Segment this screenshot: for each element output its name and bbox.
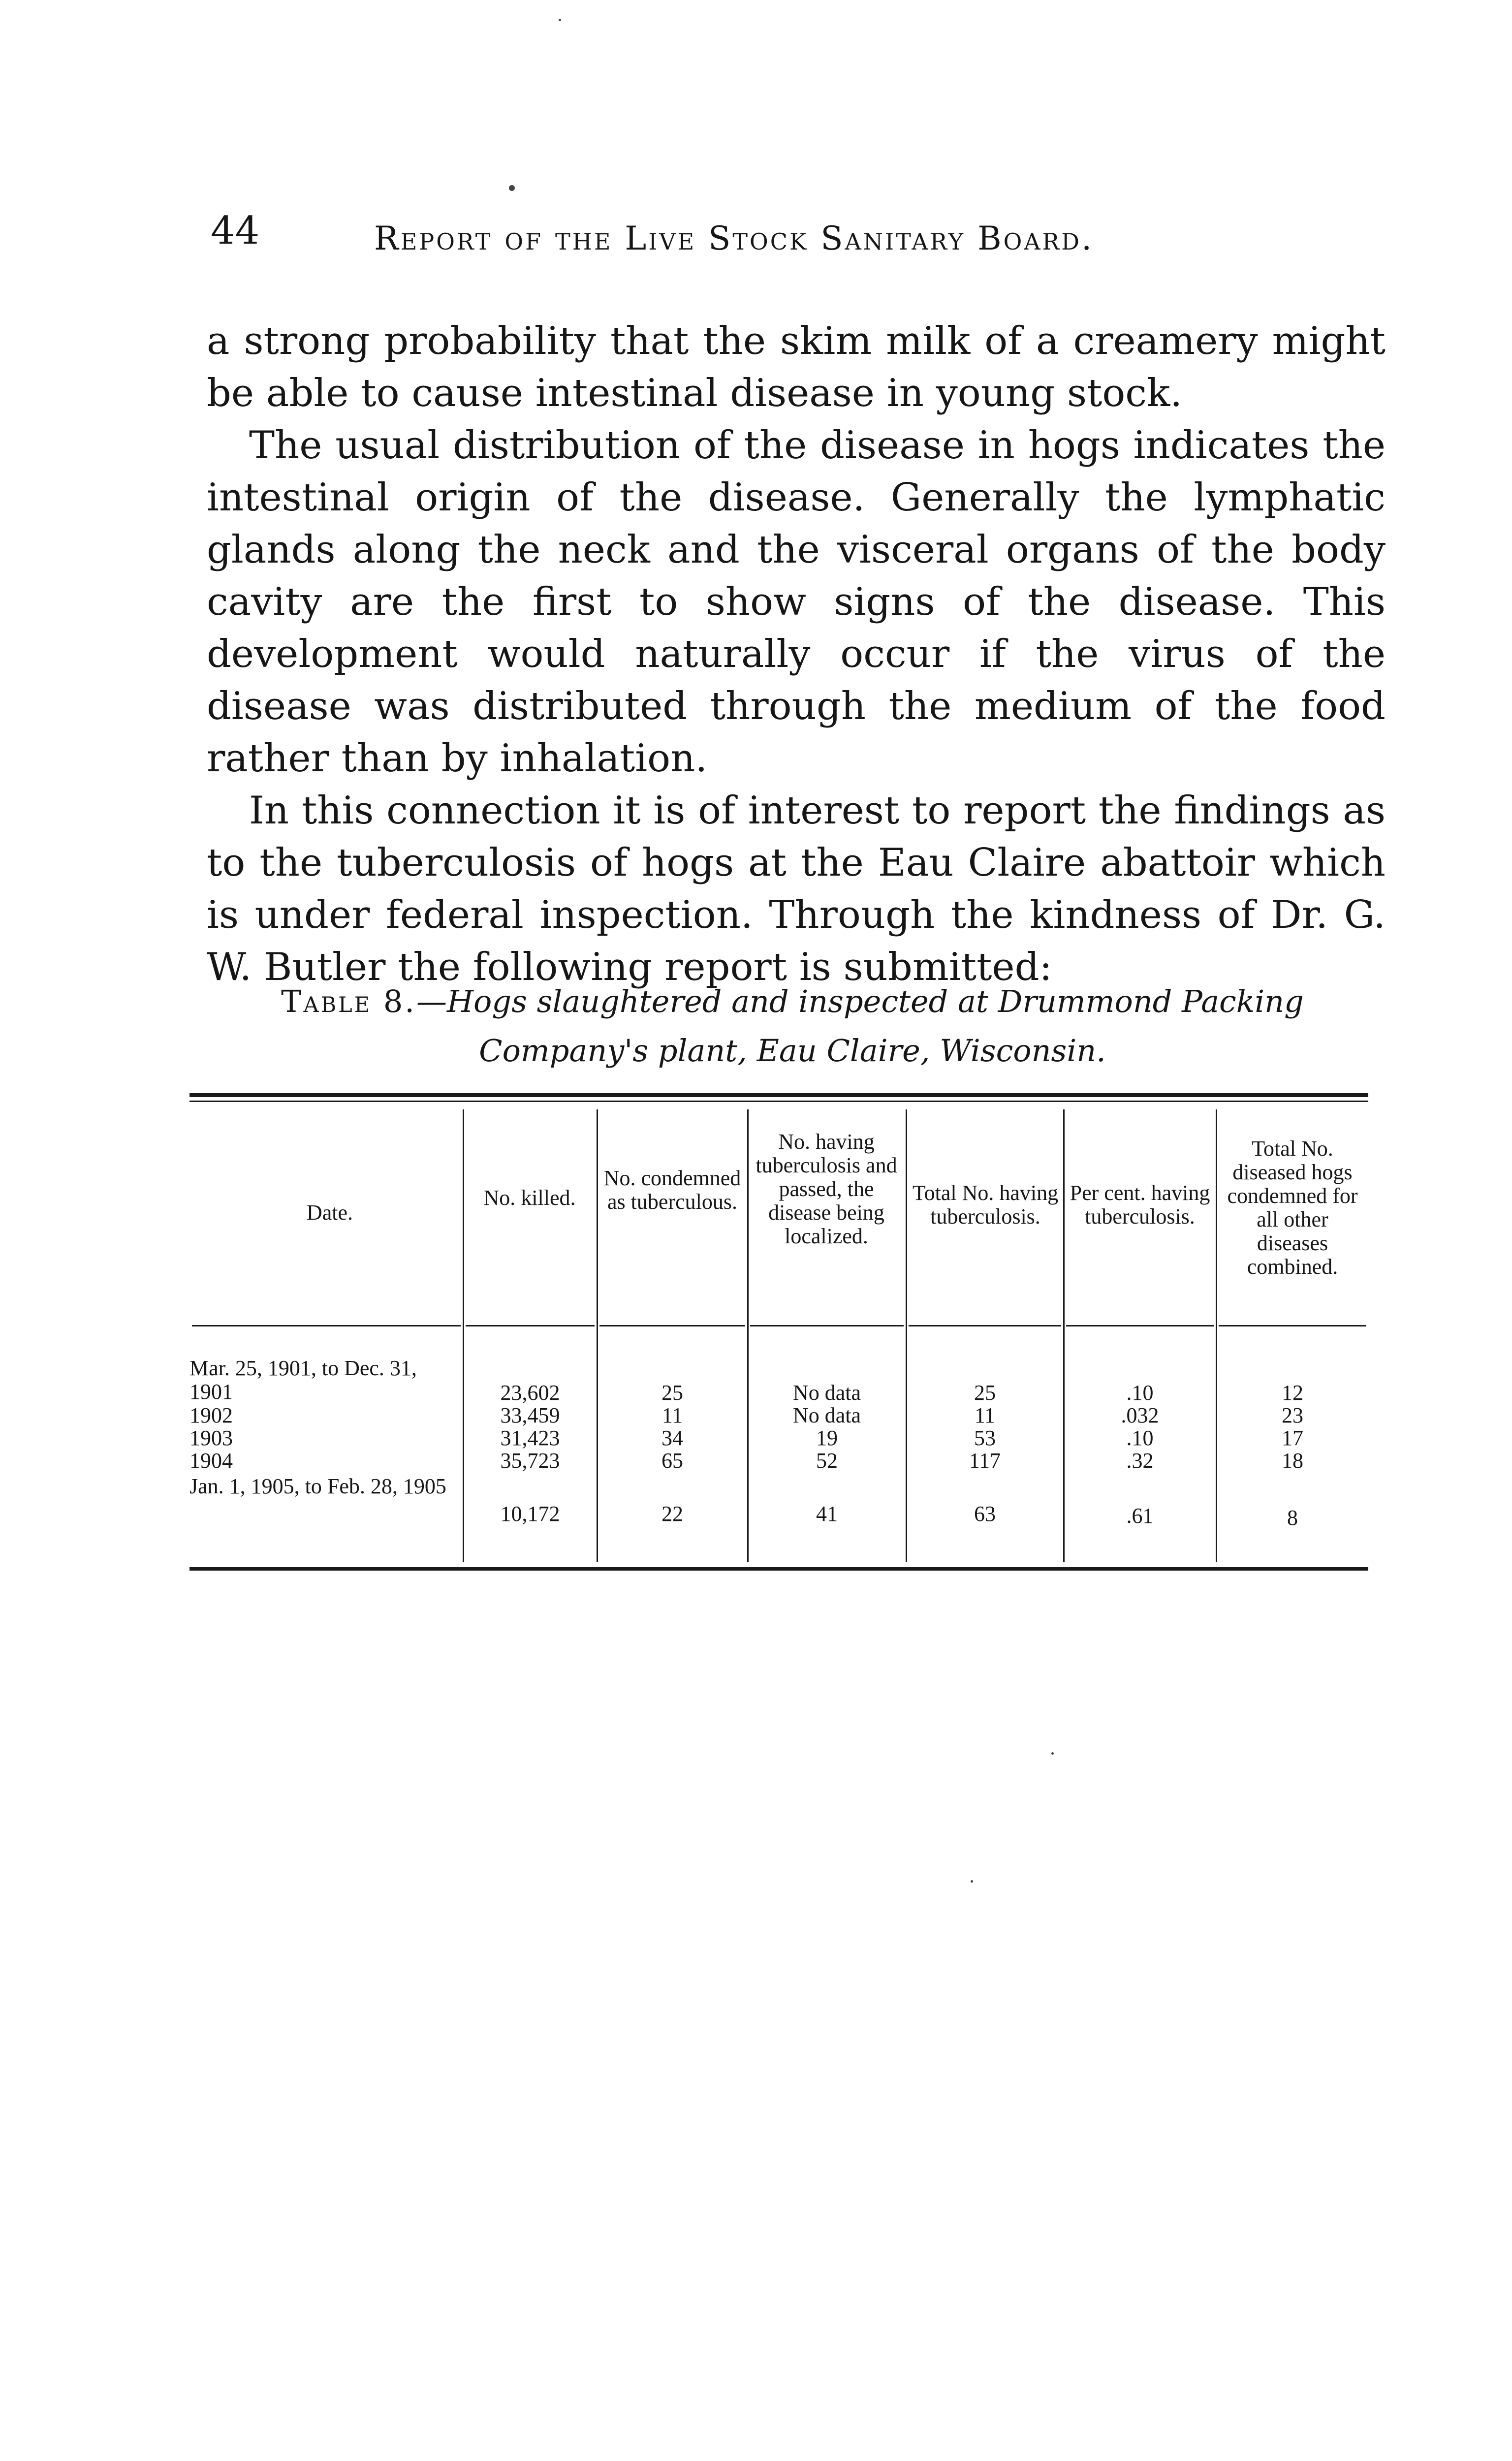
row-condemned: 25 (662, 1381, 683, 1405)
row-date: 1904 (189, 1449, 233, 1473)
row-percent: .32 (1126, 1449, 1154, 1473)
column-divider-1 (463, 1109, 464, 1562)
row-killed: 10,172 (500, 1502, 560, 1526)
row-total: 53 (974, 1426, 996, 1450)
row-condemned: 65 (662, 1449, 683, 1473)
table-caption-line-1: —Hogs slaughtered and inspected at Drummond Packing (416, 983, 1304, 1019)
row-passed: 19 (816, 1426, 838, 1450)
row-total: 11 (974, 1403, 996, 1427)
row-total: 117 (969, 1449, 1001, 1473)
header-total: Total No. having tuberculosis. (912, 1181, 1059, 1229)
row-date: Jan. 1, 1905, to Feb. 28, 1905 (189, 1475, 446, 1498)
row-percent: .10 (1126, 1426, 1154, 1450)
ink-speck (509, 185, 515, 191)
column-divider-4 (906, 1109, 907, 1562)
ink-speck (971, 1880, 973, 1883)
header-underline-4 (750, 1325, 904, 1326)
header-percent: Per cent. having tuberculosis. (1070, 1181, 1210, 1229)
row-percent: .10 (1126, 1381, 1154, 1405)
header-other: Total No. diseased hogs condemned for all other diseases combined. (1227, 1136, 1358, 1279)
row-other: 18 (1282, 1449, 1303, 1473)
column-divider-3 (747, 1109, 749, 1562)
row-passed: No data (792, 1403, 861, 1427)
row-condemned: 34 (662, 1426, 683, 1450)
row-other: 17 (1282, 1426, 1303, 1450)
header-underline-2 (466, 1325, 595, 1326)
column-divider-5 (1063, 1109, 1065, 1562)
page-number: 44 (211, 209, 260, 253)
table-bottom-rule (189, 1567, 1368, 1571)
paragraph-2: The usual distribution of the disease in hogs indicates the intestinal origin of the disease. Generally the lymphatic glands along the neck and the visceral organs of the body cavity are the first to show signs of the disease. This development would naturally occur if the virus of the disease was distributed through the medium of the food rather than by inhalation. (207, 423, 1386, 781)
row-passed: 41 (816, 1502, 838, 1526)
row-other: 8 (1287, 1506, 1298, 1530)
row-killed: 31,423 (500, 1426, 560, 1450)
header-underline-5 (909, 1325, 1061, 1326)
row-date: Mar. 25, 1901, to Dec. 31, 1901 (189, 1357, 417, 1404)
row-killed: 33,459 (500, 1403, 560, 1427)
header-killed: No. killed. (483, 1186, 576, 1210)
row-other: 23 (1282, 1403, 1303, 1427)
row-other: 12 (1282, 1381, 1303, 1405)
row-percent: .032 (1121, 1403, 1159, 1427)
body-text (207, 315, 1386, 993)
header-underline-1 (192, 1325, 461, 1326)
column-divider-2 (597, 1109, 598, 1562)
header-underline-6 (1066, 1325, 1214, 1326)
table-caption (197, 977, 1388, 1075)
header-underline-7 (1219, 1325, 1366, 1326)
row-condemned: 22 (662, 1502, 683, 1526)
ink-speck (559, 19, 561, 21)
paragraph-3: In this connection it is of interest to report the findings as to the tuberculosis of hogs at the Eau Claire abattoir which is under federal inspection. Through the kindness of Dr. G. W. Butler the following report is submitted: (207, 789, 1386, 989)
paragraph-1: a strong probability that the skim milk of a creamery might be able to cause intestinal disease in young stock. (207, 319, 1386, 415)
column-divider-6 (1216, 1109, 1217, 1562)
header-date: Date. (306, 1200, 353, 1225)
row-percent: .61 (1126, 1504, 1154, 1528)
row-date: 1903 (189, 1426, 233, 1450)
table-top-rule-thin (189, 1101, 1368, 1102)
table-top-rule (189, 1093, 1368, 1097)
table-caption-line-2: Company's plant, Eau Claire, Wisconsin. (479, 1033, 1106, 1069)
row-killed: 35,723 (500, 1449, 560, 1473)
row-total: 63 (974, 1502, 996, 1526)
ink-speck (1051, 1752, 1054, 1755)
header-condemned: No. condemned as tuberculous. (603, 1166, 741, 1214)
table-label: Table 8. (281, 983, 416, 1019)
header-underline-3 (599, 1325, 745, 1326)
row-date: 1902 (189, 1404, 233, 1427)
row-killed: 23,602 (500, 1381, 560, 1405)
row-condemned: 11 (662, 1403, 683, 1427)
row-total: 25 (974, 1381, 996, 1405)
row-passed: 52 (816, 1449, 838, 1473)
running-head: Report of the Live Stock Sanitary Board. (374, 220, 1094, 257)
row-passed: No data (792, 1381, 861, 1405)
header-passed: No. having tuberculosis and passed, the disease being localized. (756, 1130, 897, 1248)
